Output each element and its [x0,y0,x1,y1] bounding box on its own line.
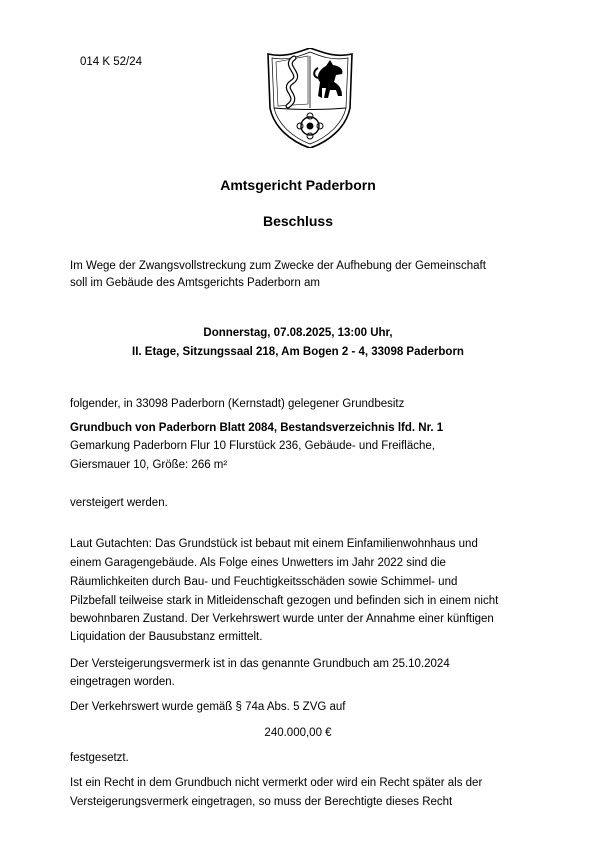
intro-line-1: Im Wege der Zwangsvollstreckung zum Zwecke der Aufhebung der Gemeinschaft [70,260,486,272]
location-text: folgender, in 33098 Paderborn (Kernstadt) gelegener Grundbesitz [70,398,405,410]
vermerk-line-1: Der Versteigerungsvermerk ist in das genannte Grundbuch am 25.10.2024 [70,658,450,670]
grundbuch-entry: Grundbuch von Paderborn Blatt 2084, Bestandsverzeichnis lfd. Nr. 1 [70,422,444,434]
gutachten-line-1: Laut Gutachten: Das Grundstück ist bebaut mit einem Einfamilienwohnhaus und [70,538,478,550]
intro-line-2: soll im Gebäude des Amtsgerichts Paderborn am [70,277,320,289]
verkehrswert-amount: 240.000,00 € [264,727,332,739]
gutachten-line-3: Räumlichkeiten durch Bau- und Feuchtigkeitsschäden sowie Schimmel- und [70,576,458,588]
document-title: Beschluss [262,213,334,229]
nrw-coat-of-arms-icon [256,48,364,148]
parcel-line-1: Gemarkung Paderborn Flur 10 Flurstück 236, Gebäude- und Freifläche, [70,440,435,452]
festgesetzt-text: festgesetzt. [70,752,129,764]
vermerk-line-2: eingetragen worden. [70,676,175,688]
parcel-line-2: Giersmauer 10, Größe: 266 m² [70,459,228,471]
gutachten-line-5: bewohnbaren Zustand. Der Verkehrswert wurde unter der Annahme einer künftigen [70,613,494,625]
termin-location: II. Etage, Sitzungssaal 218, Am Bogen 2 - 4, 33098 Paderborn [132,346,464,358]
gutachten-line-4: Pilzbefall teilweise stark in Mitleidenschaft gezogen und befinden sich in einem nicht [70,595,499,607]
recht-line-2: Versteigerungsvermerk eingetragen, so muss der Berechtigte dieses Recht [70,796,453,808]
gutachten-line-2: einem Garagengebäude. Als Folge eines Unwetters im Jahr 2022 sind die [70,557,446,569]
termin-date: Donnerstag, 07.08.2025, 13:00 Uhr, [203,327,393,339]
versteigert-text: versteigert werden. [70,497,168,509]
recht-line-1: Ist ein Recht in dem Grundbuch nicht vermerkt oder wird ein Recht später als der [70,777,483,789]
aktenzeichen: 014 K 52/24 [80,56,143,68]
verkehrswert-intro: Der Verkehrswert wurde gemäß § 74a Abs. 5 ZVG auf [70,701,346,713]
court-name: Amtsgericht Paderborn [220,177,376,193]
gutachten-line-6: Liquidation der Bausubstanz ermittelt. [70,631,263,643]
